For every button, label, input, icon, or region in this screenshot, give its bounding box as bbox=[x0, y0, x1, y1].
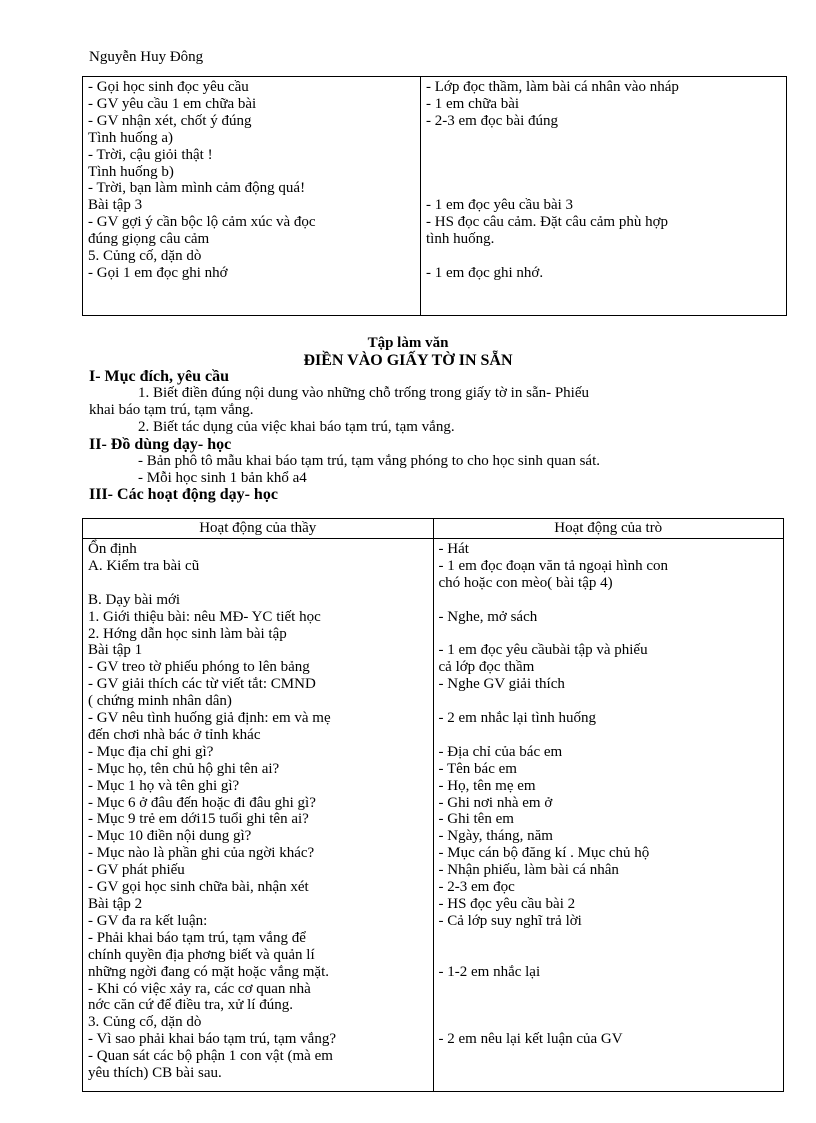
materials-heading: II- Đồ dùng dạy- học bbox=[89, 436, 232, 453]
text-line bbox=[439, 727, 780, 744]
text-line bbox=[426, 248, 782, 265]
text-line: - Mục họ, tên chủ hộ ghi tên ai? bbox=[88, 760, 280, 777]
text-line: B. Dạy bài mới bbox=[88, 591, 181, 608]
text-line: - 2-3 em đọc bbox=[438, 879, 515, 896]
teacher-activity-cell bbox=[83, 77, 421, 316]
text-line: - Ngày, tháng, năm bbox=[438, 828, 553, 845]
text-line bbox=[439, 592, 780, 609]
text-line: - 2-3 em đọc bài đúng bbox=[426, 112, 559, 129]
text-line: - 1 em chữa bài bbox=[426, 95, 520, 112]
text-line: nớc căn cứ để điều tra, xử lí đúng. bbox=[88, 997, 293, 1014]
text-line bbox=[439, 980, 780, 997]
text-line: A. Kiểm tra bài cũ bbox=[88, 557, 200, 574]
student-activity-cell bbox=[421, 77, 787, 316]
text-line: đến chơi nhà bác ở tỉnh khác bbox=[88, 726, 261, 743]
author-name: Nguyễn Huy Đông bbox=[89, 49, 204, 65]
teaching-activity-table bbox=[82, 518, 784, 1092]
text-line: tình huống. bbox=[426, 231, 495, 248]
text-line: - Tên bác em bbox=[438, 760, 517, 777]
materials-item-1: - Bản phô tô mẫu khai báo tạm trú, tạm vắng phóng to cho học sinh quan sát. bbox=[138, 453, 600, 469]
text-line: Tình huống b) bbox=[88, 163, 174, 180]
text-line: 2. Hớng dẫn học sinh làm bài tập bbox=[88, 625, 287, 642]
header-teacher: Hoạt động của thầy bbox=[83, 519, 434, 539]
text-line: - 1-2 em nhắc lại bbox=[438, 963, 541, 980]
text-line: - Mục 10 điền nội dung gì? bbox=[88, 828, 252, 845]
text-line: Bài tập 1 bbox=[88, 642, 143, 659]
text-line: chính quyền địa phơng biết và quản lí bbox=[88, 946, 315, 963]
purpose-item-1: 1. Biết điền đúng nội dung vào những chỗ trống trong giấy tờ in sẵn- Phiếu bbox=[138, 385, 590, 401]
text-line bbox=[439, 997, 780, 1014]
text-line: - Mục 9 trẻ em dới15 tuổi ghi tên ai? bbox=[88, 811, 309, 828]
text-line bbox=[426, 130, 782, 147]
text-line: - GV phát phiếu bbox=[88, 862, 185, 879]
text-line bbox=[426, 180, 782, 197]
text-line: - Nghe, mở sách bbox=[438, 608, 538, 625]
text-line: - 2 em nêu lại kết luận của GV bbox=[438, 1031, 623, 1048]
text-line: - GV gợi ý cần bộc lộ cảm xúc và đọc bbox=[88, 214, 316, 231]
lesson-subject: Tập làm văn bbox=[367, 335, 449, 351]
text-line: - GV gọi học sinh chữa bài, nhận xét bbox=[88, 879, 309, 896]
text-line: - Ghi tên em bbox=[438, 811, 514, 828]
text-line: - Nhận phiếu, làm bài cá nhân bbox=[438, 862, 619, 879]
text-line: yêu thích) CB bài sau. bbox=[88, 1065, 222, 1082]
text-line: ( chứng minh nhân dân) bbox=[88, 693, 232, 710]
text-line: - 2 em nhắc lại tình huống bbox=[438, 710, 596, 727]
text-line: - Gọi 1 em đọc ghi nhớ bbox=[88, 264, 228, 281]
text-line: - Ghi nơi nhà em ở bbox=[438, 794, 553, 811]
text-line: - Vì sao phải khai báo tạm trú, tạm vắng? bbox=[88, 1031, 336, 1048]
text-line: - Địa chỉ của bác em bbox=[438, 743, 563, 760]
text-line: - Mục nào là phần ghi của ngời khác? bbox=[88, 845, 315, 862]
text-line bbox=[439, 626, 780, 643]
text-line bbox=[88, 575, 429, 592]
text-line: - Họ, tên mẹ em bbox=[438, 777, 536, 794]
text-line bbox=[426, 164, 782, 181]
text-line: - Phải khai báo tạm trú, tạm vắng để bbox=[88, 929, 306, 946]
text-line: - Trời, bạn làm mình cảm động quá! bbox=[88, 180, 306, 197]
text-line: - Cả lớp suy nghĩ trả lời bbox=[438, 912, 582, 929]
text-line: - Nghe GV giải thích bbox=[438, 676, 565, 693]
purpose-item-1-cont: khai báo tạm trú, tạm vắng. bbox=[89, 402, 254, 418]
text-line: những ngời đang có mặt hoặc vắng mặt. bbox=[88, 963, 330, 980]
header-student: Hoạt động của trò bbox=[433, 519, 784, 539]
text-line: - Mục 6 ở đâu đến hoặc đi đâu ghi gì? bbox=[88, 794, 316, 811]
text-line: - HS đọc yêu cầu bài 2 bbox=[438, 895, 576, 912]
text-line: 3. Củng cố, dặn dò bbox=[88, 1014, 202, 1031]
purpose-item-2: 2. Biết tác dụng của việc khai báo tạm trú, tạm vắng. bbox=[138, 419, 455, 435]
text-line: - GV giải thích các từ viết tắt: CMND bbox=[88, 676, 316, 693]
materials-item-2: - Mỗi học sinh 1 bản khổ a4 bbox=[138, 470, 307, 486]
text-line: - Lớp đọc thầm, làm bài cá nhân vào nháp bbox=[426, 79, 679, 95]
text-line: 5. Củng cố, dặn dò bbox=[88, 248, 202, 265]
text-line: đúng giọng câu cảm bbox=[88, 231, 210, 248]
text-line bbox=[439, 1014, 780, 1031]
text-line: Ổn định bbox=[88, 541, 137, 557]
text-line bbox=[439, 693, 780, 710]
purpose-heading: I- Mục đích, yêu cầu bbox=[89, 368, 229, 385]
text-line bbox=[426, 147, 782, 164]
student-activity-cell bbox=[433, 539, 784, 1092]
text-line: - GV nhận xét, chốt ý đúng bbox=[88, 112, 252, 129]
text-line: - GV đa ra kết luận: bbox=[88, 912, 208, 929]
text-line: 1. Giới thiệu bài: nêu MĐ- YC tiết học bbox=[88, 608, 321, 625]
teacher-activity-cell bbox=[83, 539, 434, 1092]
activity-table-continued bbox=[82, 76, 787, 316]
text-line: cả lớp đọc thầm bbox=[438, 659, 535, 676]
text-line: - Mục 1 họ và tên ghi gì? bbox=[88, 777, 240, 794]
text-line: - Mục cán bộ đăng kí . Mục chủ hộ bbox=[438, 845, 650, 862]
text-line: - Mục địa chỉ ghi gì? bbox=[88, 743, 214, 760]
text-line: - Quan sát các bộ phận 1 con vật (mà em bbox=[88, 1048, 333, 1065]
text-line: - 1 em đọc đoạn văn tả ngoại hình con bbox=[438, 557, 669, 574]
text-line: Bài tập 2 bbox=[88, 896, 143, 913]
text-line: - HS đọc câu cảm. Đặt câu cảm phù hợp bbox=[426, 214, 669, 231]
text-line: - Khi có việc xảy ra, các cơ quan nhà bbox=[88, 980, 311, 997]
text-line: - Trời, cậu giỏi thật ! bbox=[88, 146, 213, 163]
text-line: Tình huống a) bbox=[88, 129, 173, 146]
text-line: - GV nêu tình huống giả định: em và mẹ bbox=[88, 710, 331, 727]
text-line: - 1 em đọc yêu cầubài tập và phiếu bbox=[438, 642, 648, 659]
text-line: - 1 em đọc yêu cầu bài 3 bbox=[426, 197, 574, 214]
text-line bbox=[439, 1048, 780, 1065]
text-line bbox=[439, 930, 780, 947]
text-line: Bài tập 3 bbox=[88, 197, 143, 214]
text-line: - GV treo tờ phiếu phóng to lên bảng bbox=[88, 659, 310, 676]
text-line: - GV yêu cầu 1 em chữa bài bbox=[88, 95, 257, 112]
text-line: chó hoặc con mèo( bài tập 4) bbox=[438, 574, 613, 591]
text-line bbox=[439, 1065, 780, 1082]
activities-heading: III- Các hoạt động dạy- học bbox=[89, 486, 278, 503]
text-line: - 1 em đọc ghi nhớ. bbox=[426, 264, 544, 281]
lesson-title: ĐIỀN VÀO GIẤY TỜ IN SẴN bbox=[303, 352, 513, 369]
text-line: - Gọi học sinh đọc yêu cầu bbox=[88, 79, 249, 95]
text-line bbox=[439, 947, 780, 964]
text-line: - Hát bbox=[438, 541, 469, 557]
